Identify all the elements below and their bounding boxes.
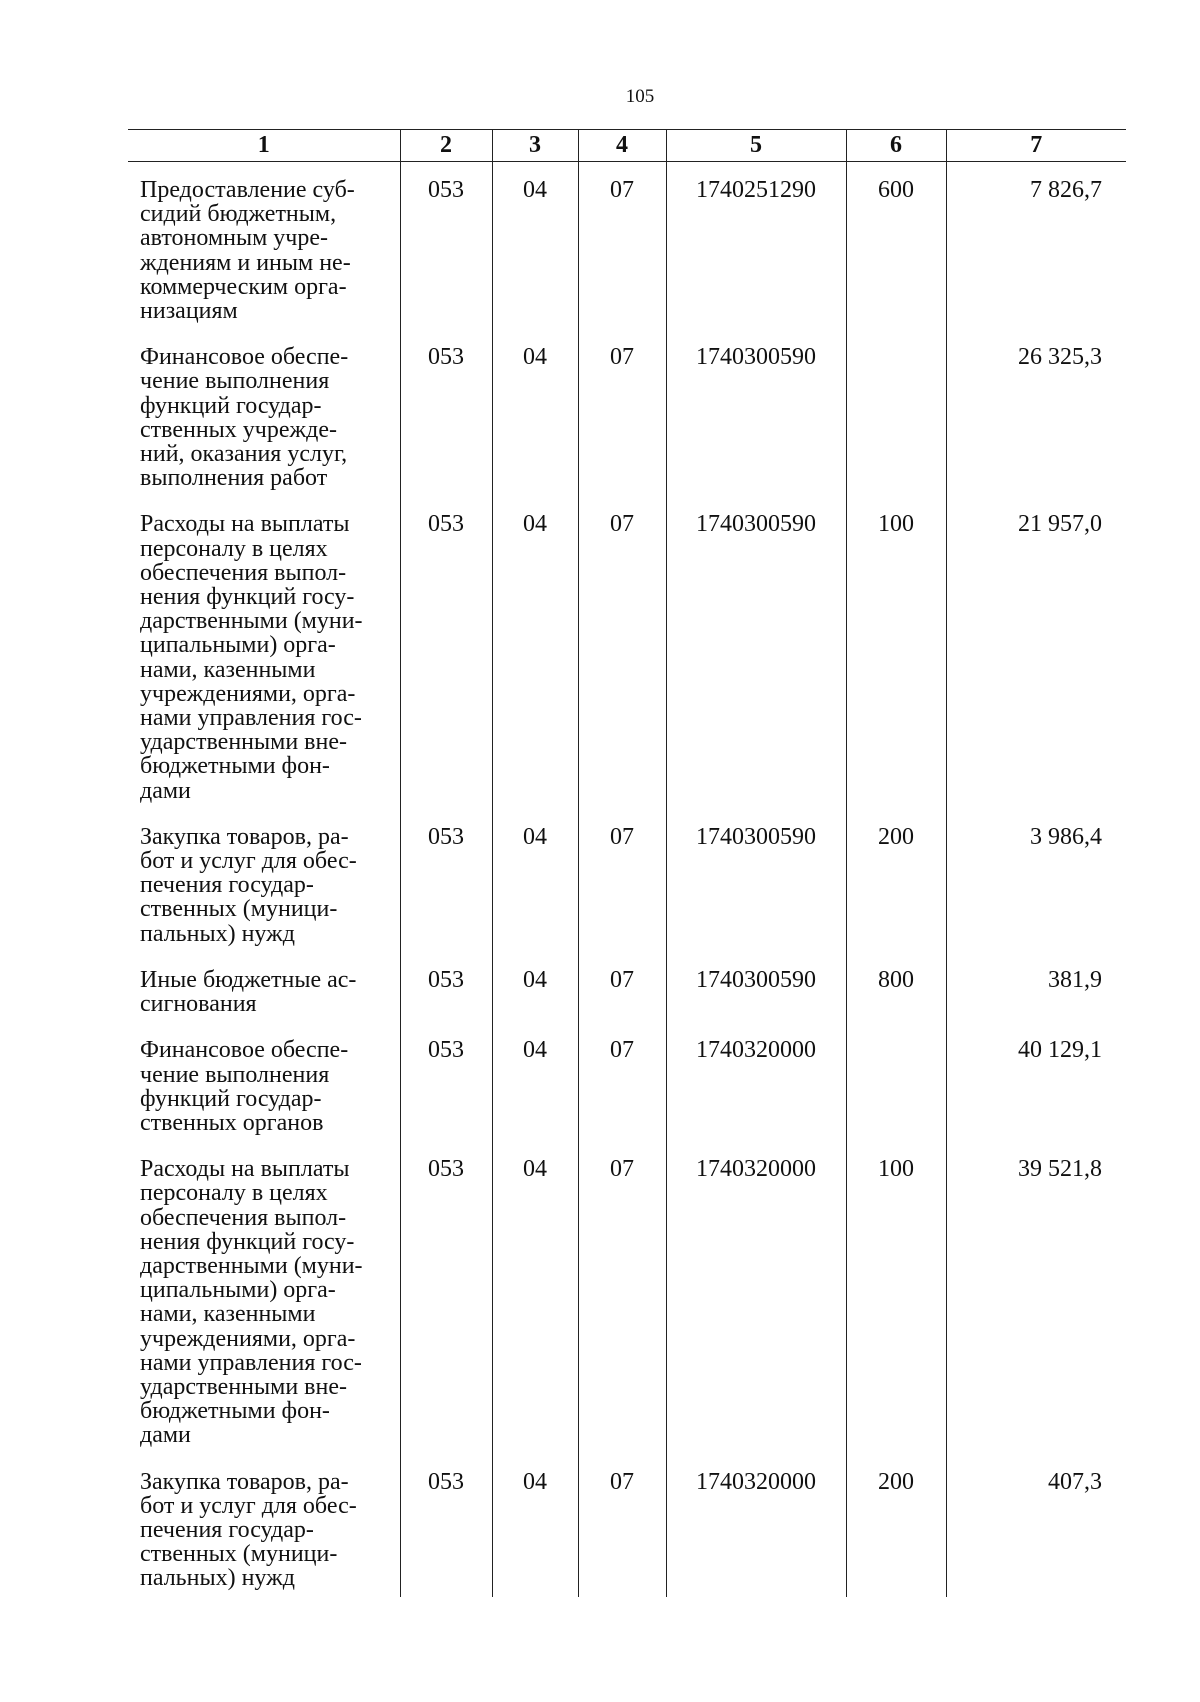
expense-type-code: 200 bbox=[846, 1454, 946, 1597]
header-col-3: 3 bbox=[492, 130, 578, 162]
target-article-code: 1740300590 bbox=[666, 496, 846, 808]
expense-type-code bbox=[846, 329, 946, 496]
row-description: Финансовое обеспе- чение выполнения функций государ- ственных учрежде- ний, оказания услуг, выполнения работ bbox=[140, 344, 349, 492]
amount: 7 826,7 bbox=[946, 162, 1126, 330]
section-code: 04 bbox=[492, 1141, 578, 1453]
section-code: 04 bbox=[492, 496, 578, 808]
table-body bbox=[128, 162, 1126, 1597]
amount: 26 325,3 bbox=[946, 329, 1126, 496]
table-row bbox=[128, 1022, 1126, 1141]
ministry-code: 053 bbox=[400, 1022, 492, 1141]
row-description: Расходы на выплаты персоналу в целях обеспечения выпол- нения функций госу- дарственными (муни- ципальными) орга- нами, казенными учреждениями, орга- нами управления гос- ударственными вне- бюджетными фон- дами bbox=[140, 511, 363, 804]
ministry-code: 053 bbox=[400, 162, 492, 330]
subsection-code: 07 bbox=[578, 496, 666, 808]
table-row bbox=[128, 1141, 1126, 1453]
header-col-2: 2 bbox=[400, 130, 492, 162]
page-number: 105 bbox=[625, 86, 655, 107]
subsection-code: 07 bbox=[578, 162, 666, 330]
section-code: 04 bbox=[492, 1022, 578, 1141]
row-description: Закупка товаров, ра- бот и услуг для обес- печения государ- ственных (муници- пальных) нужд bbox=[140, 823, 357, 947]
ministry-code: 053 bbox=[400, 1141, 492, 1453]
amount: 407,3 bbox=[946, 1454, 1126, 1597]
row-description: Закупка товаров, ра- бот и услуг для обес- печения государ- ственных (муници- пальных) нужд bbox=[140, 1468, 357, 1592]
subsection-code: 07 bbox=[578, 1454, 666, 1597]
section-code: 04 bbox=[492, 1454, 578, 1597]
ministry-code: 053 bbox=[400, 809, 492, 952]
table-header bbox=[128, 130, 1126, 162]
header-col-6: 6 bbox=[846, 130, 946, 162]
expense-type-code: 100 bbox=[846, 496, 946, 808]
table-row bbox=[128, 809, 1126, 952]
amount: 381,9 bbox=[946, 952, 1126, 1022]
header-col-7: 7 bbox=[946, 130, 1126, 162]
target-article-code: 1740300590 bbox=[666, 952, 846, 1022]
row-description: Иные бюджетные ас- сигнования bbox=[140, 966, 357, 1018]
budget-table bbox=[128, 129, 1126, 1597]
section-code: 04 bbox=[492, 162, 578, 330]
ministry-code: 053 bbox=[400, 952, 492, 1022]
header-col-5: 5 bbox=[666, 130, 846, 162]
expense-type-code: 200 bbox=[846, 809, 946, 952]
amount: 3 986,4 bbox=[946, 809, 1126, 952]
subsection-code: 07 bbox=[578, 1022, 666, 1141]
expense-type-code: 100 bbox=[846, 1141, 946, 1453]
ministry-code: 053 bbox=[400, 1454, 492, 1597]
row-description: Расходы на выплаты персоналу в целях обеспечения выпол- нения функций госу- дарственными (муни- ципальными) орга- нами, казенными учреждениями, орга- нами управления гос- ударственными вне- бюджетными фон- дами bbox=[140, 1156, 363, 1449]
target-article-code: 1740320000 bbox=[666, 1141, 846, 1453]
budget-table-container bbox=[128, 129, 1126, 1597]
target-article-code: 1740300590 bbox=[666, 809, 846, 952]
section-code: 04 bbox=[492, 809, 578, 952]
table-row bbox=[128, 496, 1126, 808]
header-row bbox=[128, 130, 1126, 162]
table-row bbox=[128, 1454, 1126, 1597]
expense-type-code: 800 bbox=[846, 952, 946, 1022]
table-row bbox=[128, 329, 1126, 496]
target-article-code: 1740251290 bbox=[666, 162, 846, 330]
target-article-code: 1740320000 bbox=[666, 1022, 846, 1141]
expense-type-code: 600 bbox=[846, 162, 946, 330]
row-description: Предоставление суб- сидий бюджетным, автономным учре- ждениям и иным не- коммерческим орга- низациям bbox=[140, 177, 355, 325]
header-col-4: 4 bbox=[578, 130, 666, 162]
subsection-code: 07 bbox=[578, 952, 666, 1022]
amount: 40 129,1 bbox=[946, 1022, 1126, 1141]
section-code: 04 bbox=[492, 952, 578, 1022]
subsection-code: 07 bbox=[578, 809, 666, 952]
header-col-1: 1 bbox=[128, 130, 400, 162]
table-row bbox=[128, 952, 1126, 1022]
target-article-code: 1740300590 bbox=[666, 329, 846, 496]
section-code: 04 bbox=[492, 329, 578, 496]
row-description: Финансовое обеспе- чение выполнения функций государ- ственных органов bbox=[140, 1037, 349, 1136]
ministry-code: 053 bbox=[400, 329, 492, 496]
amount: 21 957,0 bbox=[946, 496, 1126, 808]
expense-type-code bbox=[846, 1022, 946, 1141]
subsection-code: 07 bbox=[578, 329, 666, 496]
target-article-code: 1740320000 bbox=[666, 1454, 846, 1597]
ministry-code: 053 bbox=[400, 496, 492, 808]
table-row bbox=[128, 162, 1126, 330]
subsection-code: 07 bbox=[578, 1141, 666, 1453]
amount: 39 521,8 bbox=[946, 1141, 1126, 1453]
